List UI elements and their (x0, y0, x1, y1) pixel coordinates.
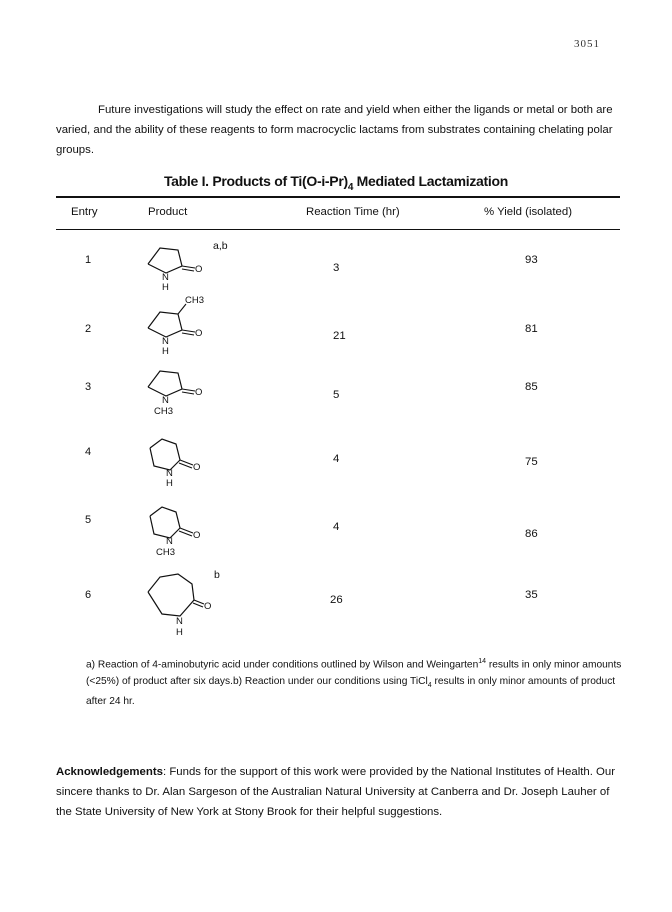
n-substituent-label: CH3 (156, 547, 176, 558)
molecule-n-methyl-pyrrolidinone (140, 363, 220, 417)
footnote-b-subscript: 4 (427, 681, 432, 689)
entry-number: 2 (85, 323, 92, 335)
table-header-rule (56, 229, 620, 230)
intro-paragraph (56, 100, 622, 160)
molecule-n-methyl-piperidinone (140, 500, 220, 558)
reaction-time-value: 26 (330, 594, 343, 606)
n-substituent-label: H (162, 282, 169, 290)
header-entry: Entry (71, 206, 98, 218)
nitrogen-label: N (166, 536, 173, 547)
table-top-rule (56, 196, 620, 198)
footnote-a-text: a) Reaction of 4-aminobutyric acid under conditions outlined by Wilson and Weingarten (86, 659, 479, 671)
nitrogen-label: N (162, 336, 169, 347)
yield-value: 86 (525, 528, 538, 540)
nitrogen-label: N (176, 616, 183, 627)
yield-value: 93 (525, 254, 538, 266)
molecule-methyl-pyrrolidinone (140, 290, 230, 354)
nitrogen-label: N (166, 468, 173, 479)
nitrogen-label: N (162, 395, 169, 406)
entry-number: 6 (85, 589, 92, 601)
footnote-a-text-cont: results in only minor amounts (<25%) of product after six days. (86, 659, 622, 687)
methyl-label: CH3 (185, 295, 205, 306)
table-title-subscript: 4 (347, 181, 354, 193)
molecule-piperidinone (140, 432, 220, 488)
oxygen-label: O (193, 462, 201, 473)
oxygen-label: O (195, 264, 203, 275)
table-title-prefix: Table I. Products of Ti(O-i-Pr) (163, 173, 348, 189)
oxygen-label: O (195, 328, 203, 339)
molecule-pyrrolidinone (140, 240, 220, 290)
footnote-b-text-cont: results in only minor amounts of product after 24 hr. (86, 675, 616, 708)
table-title (0, 173, 672, 193)
reaction-time-value: 4 (333, 453, 340, 465)
entry-number: 5 (85, 514, 92, 526)
yield-value: 85 (525, 381, 538, 393)
acknowledgements-heading: Acknowledgements (56, 766, 163, 778)
n-substituent-label: H (162, 346, 169, 354)
reaction-time-value: 5 (333, 389, 340, 401)
oxygen-label: O (204, 601, 212, 612)
n-substituent-label: H (176, 627, 183, 636)
nitrogen-label: N (162, 272, 169, 283)
page-number: 3051 (574, 38, 600, 50)
intro-text: Future investigations will study the effect on rate and yield when either the ligands or metal or both are varied, and the ability of these reagents to form macrocyclic lactams from substrates containing chelating polar groups. (56, 104, 613, 156)
reaction-time-value: 3 (333, 262, 340, 274)
footnote-marker: a,b (213, 240, 228, 252)
footnote-a-reference: 14 (478, 658, 487, 665)
n-substituent-label: H (166, 478, 173, 488)
acknowledgements-paragraph (56, 762, 622, 822)
reaction-time-value: 4 (333, 521, 340, 533)
oxygen-label: O (193, 530, 201, 541)
table-footnotes (86, 654, 626, 711)
yield-value: 35 (525, 589, 538, 601)
yield-value: 75 (525, 456, 538, 468)
entry-number: 1 (85, 254, 92, 266)
n-substituent-label: CH3 (154, 406, 174, 417)
entry-number: 4 (85, 446, 92, 458)
footnote-marker: b (214, 569, 220, 581)
footnote-b-text: b) Reaction under our conditions using TiCl (232, 675, 428, 687)
header-yield: % Yield (isolated) (484, 206, 573, 218)
header-reaction-time: Reaction Time (hr) (306, 206, 400, 218)
header-product: Product (148, 206, 188, 218)
table-title-suffix: Mediated Lactamization (353, 173, 509, 189)
acknowledgements-text: : Funds for the support of this work were provided by the National Institutes of Health. Our sincere thanks to Dr. Alan Sargeson of the Australian Natural University at Canberra and Dr. Joseph Lauher of the State University of New York at Stony Brook for their helpful suggestions. (56, 766, 616, 818)
yield-value: 81 (525, 323, 538, 335)
oxygen-label: O (195, 387, 203, 398)
reaction-time-value: 21 (333, 330, 346, 342)
entry-number: 3 (85, 381, 92, 393)
